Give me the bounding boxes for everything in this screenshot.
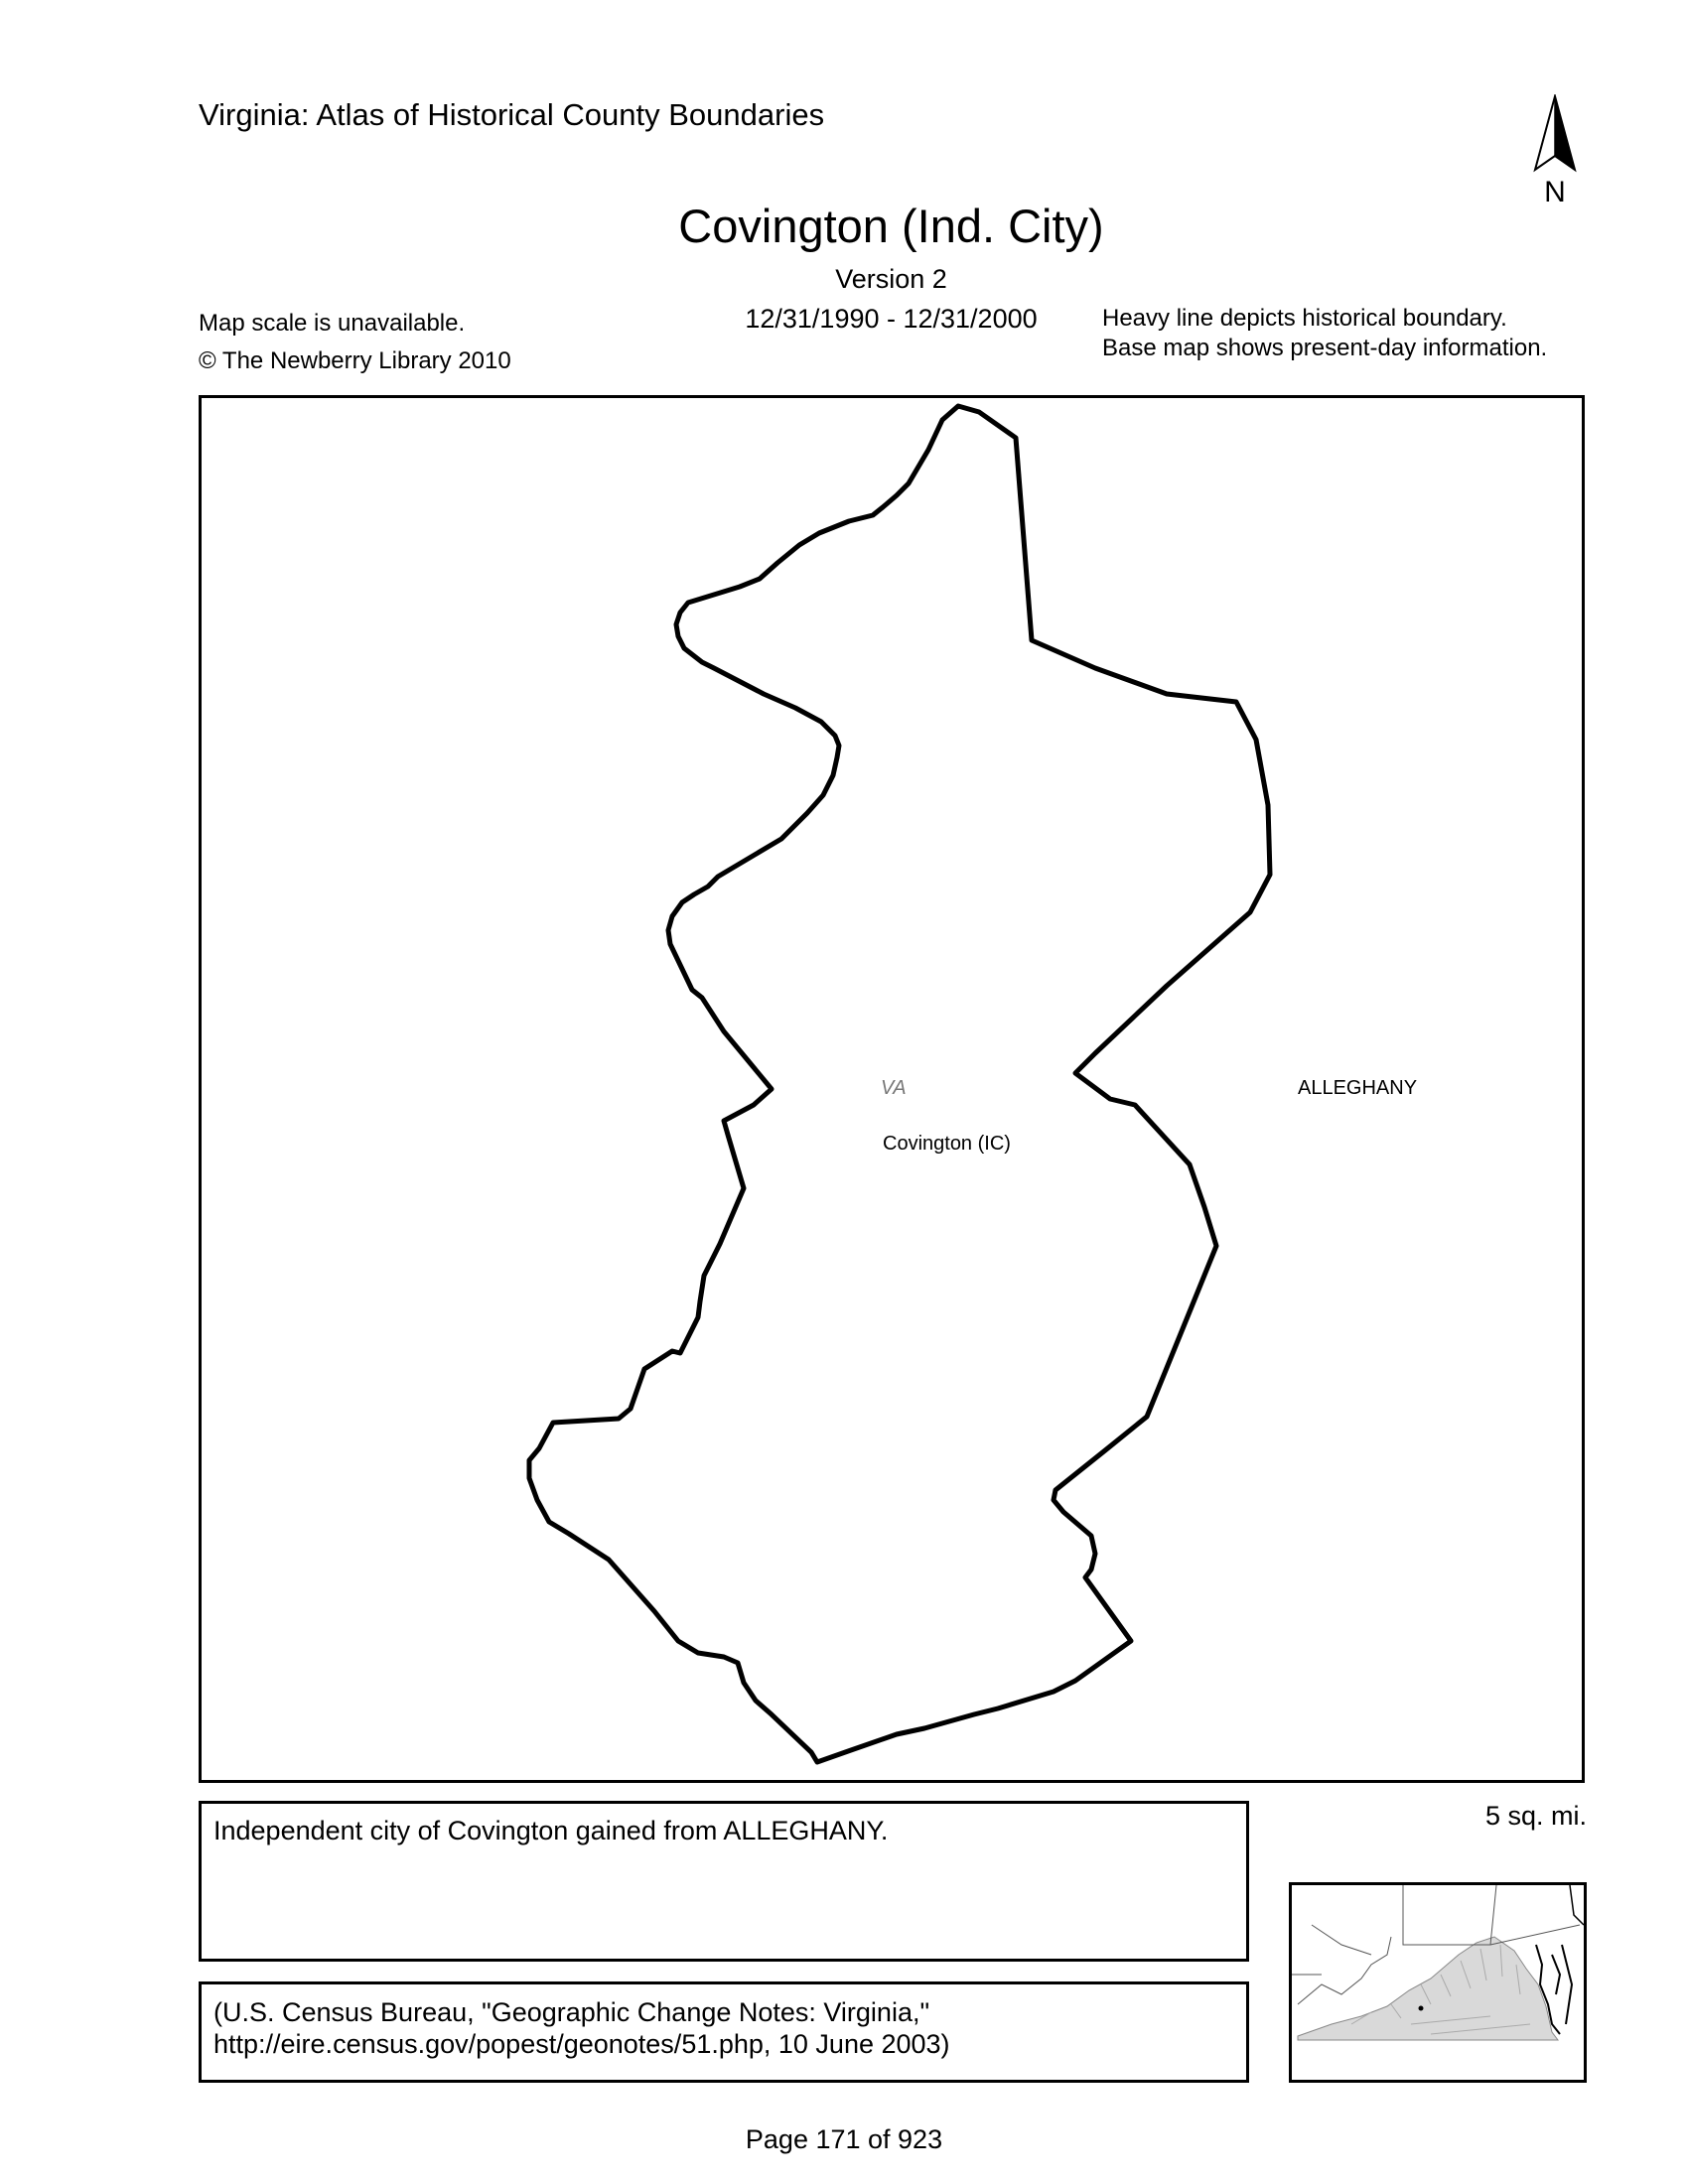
page-number: Page 171 of 923 (745, 2124, 943, 2154)
covington-location-dot (1419, 2006, 1424, 2011)
north-label: N (1544, 176, 1566, 208)
date-range: 12/31/1990 - 12/31/2000 (745, 304, 1038, 334)
city-label: Covington (IC) (883, 1133, 1011, 1155)
source-box (199, 1981, 1249, 2083)
map-version: Version 2 (835, 264, 947, 294)
description-text: Independent city of Covington gained from ALLEGHANY. (213, 1816, 889, 1845)
copyright: © The Newberry Library 2010 (199, 347, 511, 374)
source-line-1: (U.S. Census Bureau, "Geographic Change Notes: Virginia," (213, 1997, 930, 2027)
locator-inset-map (1289, 1882, 1587, 2083)
north-arrow-icon (1529, 94, 1579, 208)
legend (1102, 304, 1547, 363)
atlas-title: Virginia: Atlas of Historical County Boundaries (199, 97, 825, 132)
county-label: ALLEGHANY (1298, 1077, 1418, 1099)
area-value: 5 sq. mi. (1484, 1801, 1587, 1831)
virginia-locator (1292, 1885, 1584, 2080)
map-title: Covington (Ind. City) (678, 200, 1104, 252)
scale-note: Map scale is unavailable. (199, 310, 466, 337)
legend-line-2: Base map shows present-day information. (1102, 335, 1548, 361)
description-box (199, 1801, 1249, 1962)
legend-line-1: Heavy line depicts historical boundary. (1102, 305, 1507, 332)
source-line-2: http://eire.census.gov/popest/geonotes/51.php, 10 June 2003) (213, 2029, 950, 2059)
source-text (213, 1996, 950, 2060)
state-label: VA (881, 1077, 907, 1099)
map-frame (199, 395, 1585, 1783)
